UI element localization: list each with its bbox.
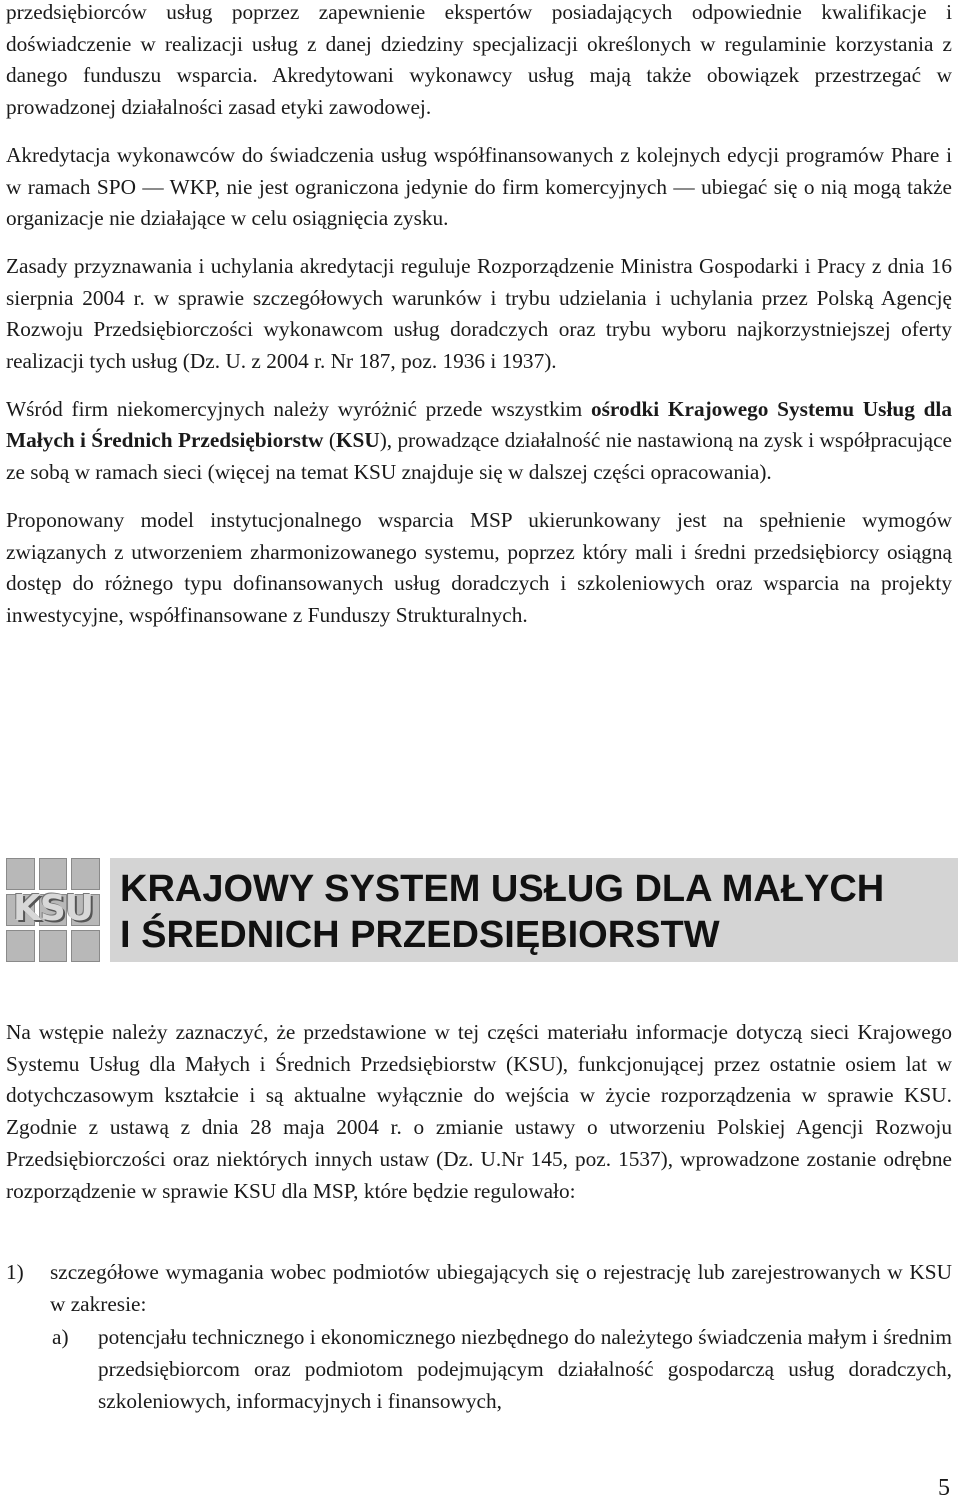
page-number: 5 <box>938 1475 950 1501</box>
section-title-line1: KRAJOWY SYSTEM USŁUG DLA MAŁYCH <box>120 868 885 910</box>
section-header <box>6 858 958 962</box>
sub-list-item-letter: a) <box>52 1325 69 1350</box>
list-item-number: 1) <box>6 1260 24 1284</box>
section-title-bar <box>110 858 958 962</box>
ksu-logo <box>6 858 100 962</box>
document-page <box>6 0 952 648</box>
paragraph-4-before: Wśród firm niekomercyjnych należy wyróżnić przede wszystkim <box>6 396 591 421</box>
section-title <box>120 866 884 958</box>
paragraph-4-bold: ośrodki Krajowego Systemu Usług dla Małych i Średnich Przedsiębiorstw <box>6 396 952 453</box>
paragraph-2: Akredytacja wykonawców do świadczenia usług współfinansowanych z kolejnych edycji programów Phare i w ramach SPO — WKP, nie jest ograniczona jedynie do firm komercyjnych — ubiegać się o nią mogą także organizacje nie działające w celu osiągnięcia zysku. <box>6 142 952 231</box>
list-item <box>6 1257 952 1320</box>
paragraph-1: przedsiębiorców usług poprzez zapewnienie ekspertów posiadających odpowiednie kwalifikacje i doświadczenie w realizacji usług z danej dziedziny specjalizacji określonych w regulaminie korzystania z danego funduszu wsparcia. Akredytowani wykonawcy usług mają także obowiązek przestrzegać w prowadzonej działalności zasad etyki zawodowej. <box>6 0 952 120</box>
paragraph-4-bold-abbr: KSU <box>335 428 380 453</box>
list-item-text: szczegółowe wymagania wobec podmiotów ubiegających się o rejestrację lub zarejestrowanych w KSU w zakresie: <box>50 1260 952 1316</box>
paragraph-4: Wśród firm niekomercyjnych należy wyróżnić przede wszystkim ośrodki Krajowego Systemu Usług dla Małych i Średnich Przedsiębiorstw (KSU), prowadzące działalność nie nastawioną na zysk i współpracujące ze sobą w ramach sieci (więcej na temat KSU znajduje się w dalszej części opracowania). <box>6 396 952 485</box>
intro-paragraph: Na wstępie należy zaznaczyć, że przedstawione w tej części materiału informacje dotyczą sieci Krajowego Systemu Usług dla Małych i Średnich Przedsiębiorstw (KSU), funkcjonującej przez ostatnie osiem lat w dotychczasowym kształcie i są aktualne wyłącznie do wejścia w życie rozporządzenia w sprawie KSU. Zgodnie z ustawą z dnia 28 maja 2004 r. o zmianie ustawy o utworzeniu Polskiej Agencji Rozwoju Przedsiębiorczości oraz niektórych innych ustaw (Dz. U.Nr 145, poz. 1537), wprowadzone zostanie odrębne rozporządzenie w sprawie KSU dla MSP, które będzie regulowało: <box>6 1020 952 1203</box>
paragraph-4-after: ), prowadzące działalność nie nastawioną na zysk i współpracujące ze sobą w ramach sieci (więcej na temat KSU znajduje się w dalszej części opracowania). <box>6 428 952 485</box>
regulation-list <box>6 1257 952 1418</box>
sub-list-item <box>6 1322 952 1417</box>
intro-block <box>6 1017 952 1207</box>
logo-text: KSU <box>12 888 94 929</box>
section-title-line2: I ŚREDNICH PRZEDSIĘBIORSTW <box>120 914 720 956</box>
paragraph-3: Zasady przyznawania i uchylania akredytacji reguluje Rozporządzenie Ministra Gospodarki i Pracy z dnia 16 sierpnia 2004 r. w sprawie szczegółowych warunków i trybu udzielania i uchylania przez Polską Agencję Rozwoju Przedsiębiorczości wykonawcom usług doradczych oraz trybu wyboru najkorzystniejszej oferty realizacji tych usług (Dz. U. z 2004 r. Nr 187, poz. 1936 i 1937). <box>6 253 952 374</box>
paragraph-5: Proponowany model instytucjonalnego wsparcia MSP ukierunkowany jest na spełnienie wymogów związanych z utworzeniem zharmonizowanego systemu, poprzez który mali i średni przedsiębiorcy osiągną dostęp do różnego typu dofinansowanych usług doradczych i szkoleniowych oraz wsparcia na projekty inwestycyjne, współfinansowane z Funduszy Strukturalnych. <box>6 507 952 627</box>
sub-list-item-text: potencjału technicznego i ekonomicznego niezbędnego do należytego świadczenia małym i średnim przedsiębiorcom oraz podmiotom podejmującym działalność gospodarczą usług doradczych, szkoleniowych, informacyjnych i finansowych, <box>98 1325 952 1413</box>
